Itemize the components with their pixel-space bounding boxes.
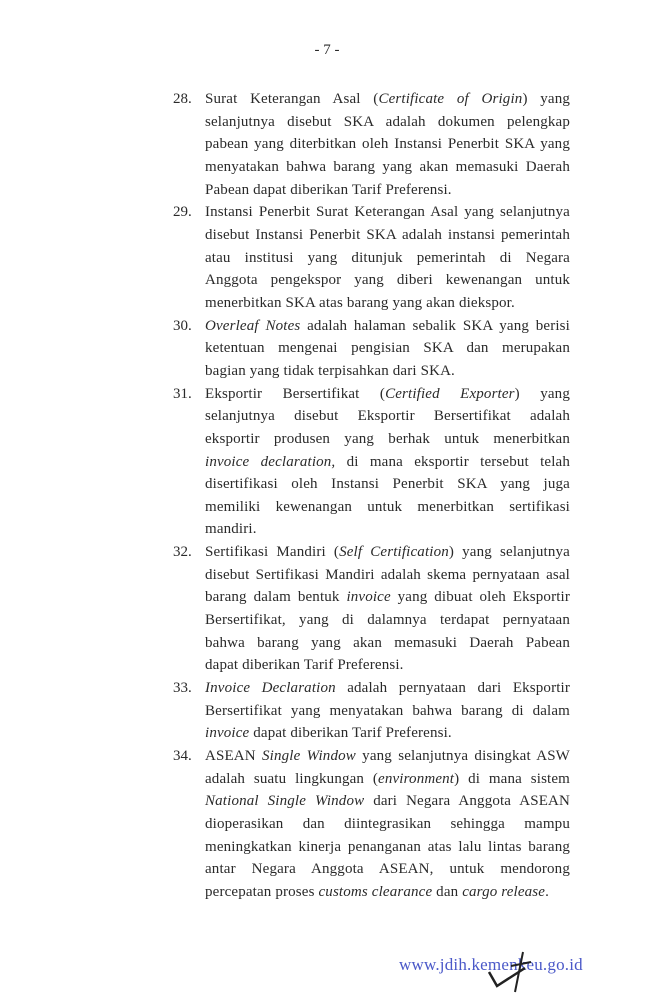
item-number: 34.: [173, 748, 192, 765]
footer-url[interactable]: www.jdih.kemenkeu.go.id: [399, 955, 583, 974]
text-line: [205, 156, 570, 179]
text-line: [205, 677, 570, 700]
text-segment: yang dibuat oleh Eksportir: [390, 589, 570, 606]
list-item: [173, 315, 570, 383]
text-line: [205, 292, 570, 315]
text-line: [205, 836, 570, 859]
text-line: [205, 133, 570, 156]
text-segment: menyatakan bahwa barang yang akan memasuki Daerah: [205, 158, 570, 175]
italic-term: invoice: [346, 589, 391, 606]
text-line: [205, 700, 570, 723]
text-segment: disertifikasi oleh Instansi Penerbit SKA yang juga: [205, 476, 570, 493]
text-segment: Surat Keterangan Asal (: [205, 91, 379, 107]
text-segment: Anggota pengekspor yang diberi kewenangan untuk: [205, 272, 570, 289]
italic-term: National Single Window: [205, 793, 365, 810]
text-line: [205, 790, 570, 813]
text-line: [205, 881, 570, 904]
text-segment: dari Negara Anggota ASEAN: [364, 793, 570, 810]
text-segment: barang dalam bentuk: [205, 589, 347, 606]
text-line: [205, 88, 570, 111]
italic-term: customs clearance: [318, 883, 433, 900]
text-line: [205, 654, 570, 677]
text-line: [205, 247, 570, 270]
text-segment: Sertifikasi Mandiri (: [205, 544, 340, 561]
text-segment: bagian yang tidak terpisahkan dari SKA.: [205, 362, 455, 379]
text-segment: bahwa barang yang akan memasuki Daerah Pabean: [205, 634, 570, 651]
item-number: 29.: [173, 204, 192, 221]
text-segment: ) di mana sistem: [454, 770, 570, 787]
text-line: [205, 360, 570, 383]
text-segment: antar Negara Anggota ASEAN, untuk mendorong: [205, 861, 570, 878]
italic-term: invoice declaration,: [205, 453, 336, 470]
list-item: [173, 201, 570, 314]
italic-term: Certified Exporter: [385, 385, 515, 402]
text-line: [205, 632, 570, 655]
text-segment: selanjutnya disebut Eksportir Bersertifikat adalah: [205, 408, 570, 425]
text-line: [205, 383, 570, 406]
text-segment: ketentuan mengenai pengisian SKA dan merupakan: [205, 340, 570, 357]
italic-term: invoice: [205, 725, 250, 742]
text-segment: ) yang: [514, 385, 570, 402]
text-segment: dapat diberikan Tarif Preferensi.: [249, 725, 452, 742]
signature-initial-icon: [485, 946, 545, 996]
text-segment: adalah pernyataan dari Eksportir: [335, 680, 570, 697]
text-segment: percepatan proses: [205, 883, 319, 900]
text-segment: ASEAN: [205, 748, 263, 765]
text-segment: .: [545, 883, 549, 900]
italic-term: Certificate of Origin: [378, 91, 523, 107]
text-segment: selanjutnya disebut SKA adalah dokumen pelengkap: [205, 113, 570, 130]
text-line: [205, 586, 570, 609]
list-item: [173, 541, 570, 677]
text-line: [205, 111, 570, 134]
text-segment: dan: [432, 883, 463, 900]
text-segment: memiliki kewenangan untuk menerbitkan sertifikasi: [205, 498, 570, 515]
text-segment: pabean yang diterbitkan oleh Instansi Penerbit SKA yang: [205, 136, 570, 153]
text-segment: dapat diberikan Tarif Preferensi.: [205, 657, 404, 674]
text-segment: adalah halaman sebalik SKA yang berisi: [300, 317, 570, 334]
list-item: [173, 677, 570, 745]
italic-term: Self Certification: [339, 544, 449, 561]
text-segment: yang selanjutnya disingkat ASW: [355, 748, 570, 765]
text-line: [205, 224, 570, 247]
italic-term: Overleaf Notes: [205, 317, 301, 334]
item-number: 28.: [173, 91, 192, 107]
text-segment: ) yang: [522, 91, 570, 107]
text-line: [205, 179, 570, 202]
item-number: 30.: [173, 317, 192, 334]
italic-term: Single Window: [262, 748, 356, 765]
text-segment: meningkatkan kinerja penanganan atas lalu lintas barang: [205, 838, 570, 855]
list-item: [173, 88, 570, 201]
text-segment: Instansi Penerbit Surat Keterangan Asal yang selanjutnya: [205, 204, 570, 221]
text-line: [205, 858, 570, 881]
text-segment: disebut Sertifikasi Mandiri adalah skema pernyataan asal: [205, 566, 570, 583]
text-line: [205, 722, 570, 745]
text-line: [205, 269, 570, 292]
text-line: [205, 518, 570, 541]
text-line: [205, 564, 570, 587]
text-segment: menerbitkan SKA atas barang yang akan diekspor.: [205, 294, 515, 311]
text-segment: eksportir produsen yang berhak untuk menerbitkan: [205, 430, 570, 447]
item-number: 32.: [173, 544, 192, 561]
text-line: [205, 201, 570, 224]
text-line: [205, 768, 570, 791]
text-line: [205, 315, 570, 338]
italic-term: Invoice Declaration: [205, 680, 336, 697]
text-line: [205, 473, 570, 496]
text-line: [205, 745, 570, 768]
text-line: [205, 541, 570, 564]
text-line: [205, 609, 570, 632]
item-number: 31.: [173, 385, 192, 402]
list-item: [173, 745, 570, 904]
text-segment: atau institusi yang ditunjuk pemerintah di Negara: [205, 249, 570, 266]
text-line: [205, 405, 570, 428]
text-segment: adalah suatu lingkungan (: [205, 770, 379, 787]
page-number: - 7 -: [314, 42, 340, 58]
italic-term: cargo release: [462, 883, 546, 900]
text-segment: Bersertifikat yang menyatakan bahwa barang di dalam: [205, 702, 570, 719]
text-line: [205, 496, 570, 519]
list-item: [173, 383, 570, 542]
text-segment: Bersertifikat, yang di dalamnya terdapat pernyataan: [205, 612, 570, 629]
text-segment: di mana eksportir tersebut telah: [335, 453, 570, 470]
text-line: [205, 337, 570, 360]
text-segment: Eksportir Bersertifikat (: [205, 385, 386, 402]
text-segment: dioperasikan dan diintegrasikan sehingga mampu: [205, 816, 570, 832]
definitions-list: [173, 88, 570, 904]
text-line: [205, 813, 570, 836]
italic-term: environment: [378, 770, 455, 787]
text-segment: mandiri.: [205, 521, 257, 538]
item-number: 33.: [173, 680, 192, 697]
text-segment: disebut Instansi Penerbit SKA adalah instansi pemerintah: [205, 226, 570, 243]
text-segment: ) yang selanjutnya: [448, 544, 570, 561]
text-segment: Pabean dapat diberikan Tarif Preferensi.: [205, 181, 452, 198]
text-line: [205, 451, 570, 474]
text-line: [205, 428, 570, 451]
